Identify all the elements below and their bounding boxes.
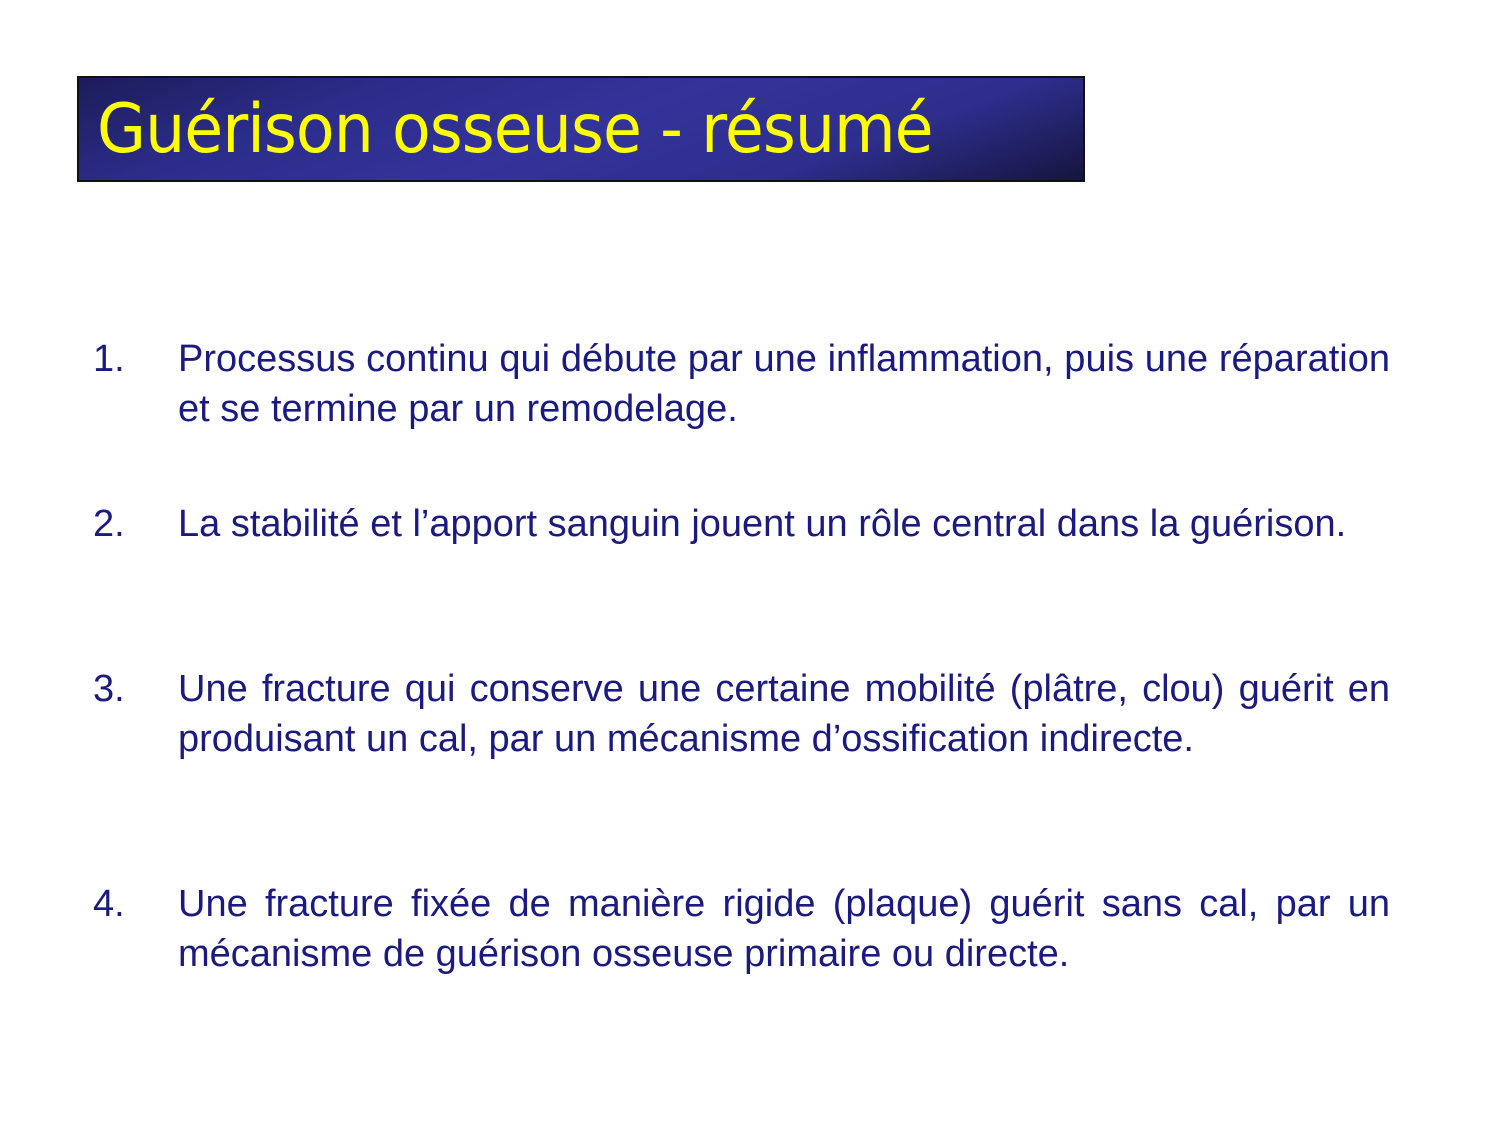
item-number: 3. xyxy=(93,668,125,710)
item-number: 1. xyxy=(93,338,125,380)
slide-title: Guérison osseuse - résumé xyxy=(97,90,933,169)
item-text: Une fracture fixée de manière rigide (plaque) guérit sans cal, par un mécanisme de guérison osseuse primaire ou directe. xyxy=(178,883,1390,975)
list-item xyxy=(93,499,1390,549)
item-number: 2. xyxy=(93,503,125,545)
list-item xyxy=(93,879,1390,979)
item-number: 4. xyxy=(93,883,125,925)
item-text: La stabilité et l’apport sanguin jouent un rôle central dans la guérison. xyxy=(178,503,1347,545)
item-text: Processus continu qui débute par une inflammation, puis une réparation et se termine par un remodelage. xyxy=(178,338,1390,430)
list-item xyxy=(93,334,1390,434)
list-item xyxy=(93,664,1390,764)
title-banner xyxy=(77,76,1085,182)
item-text: Une fracture qui conserve une certaine mobilité (plâtre, clou) guérit en produisant un cal, par un mécanisme d’ossification indirecte. xyxy=(178,668,1390,760)
